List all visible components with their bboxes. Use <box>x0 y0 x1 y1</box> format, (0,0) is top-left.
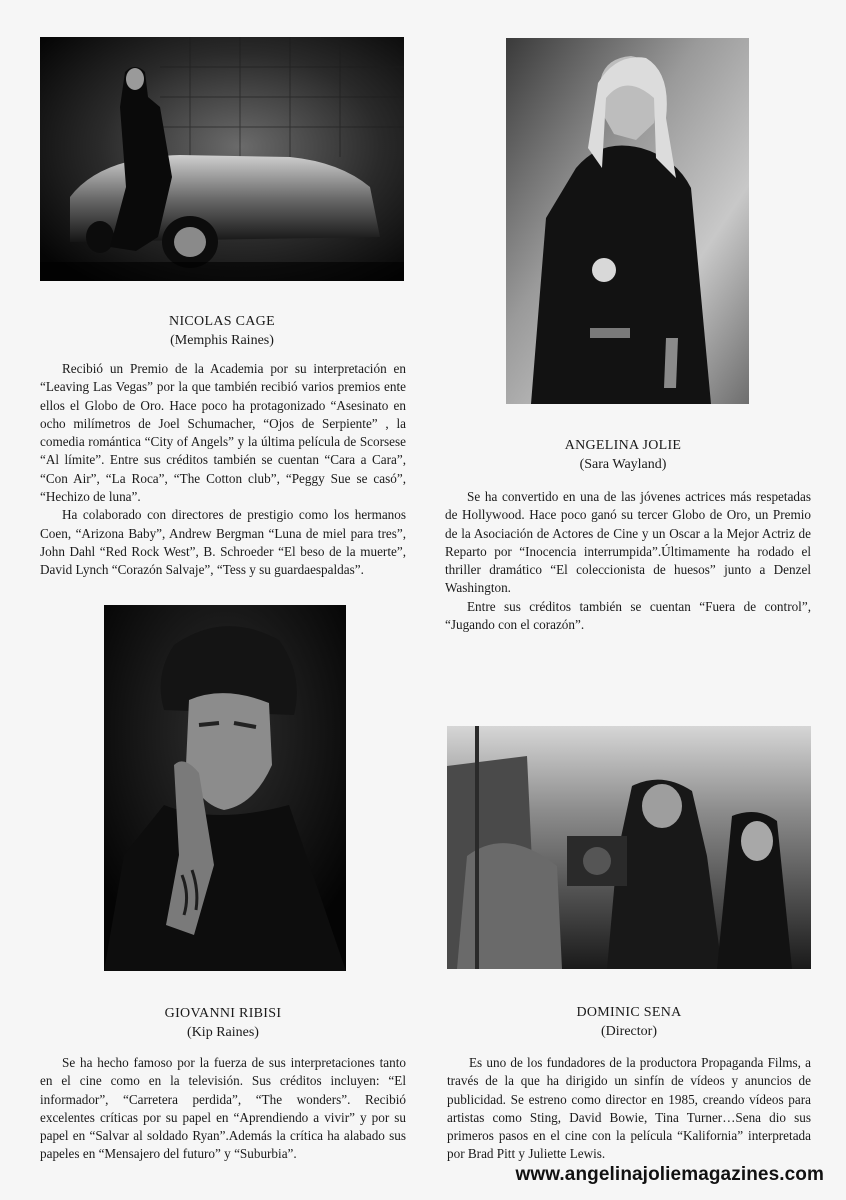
bio-paragraph: Entre sus créditos también se cuentan “Fuera de control”, “Jugando con el corazón”. <box>445 598 811 633</box>
giovanni-ribisi-photo <box>104 605 346 971</box>
angelina-jolie-photo <box>506 38 749 404</box>
actor-name: ANGELINA JOLIE <box>564 438 682 453</box>
website-watermark: www.angelinajoliemagazines.com <box>515 1164 824 1185</box>
bio-paragraph: Se ha hecho famoso por la fuerza de sus interpretaciones tanto en el cine como en la televisión. Sus créditos incluyen: “El informador”, “Carretera perdida”, “The wonders”. Recibió excelentes críticas por su papel en “Aprendiendo a vivir” y por su papel en “Salvar al soldado Ryan”.Además la crítica ha alabado sus papeles en “Mensajero del futuro” y “Suburbia”. <box>40 1055 406 1162</box>
dominic-sena-photo <box>447 726 811 969</box>
bio-paragraph: Ha colaborado con directores de prestigio como los hermanos Coen, “Arizona Baby”, Andrew Bergman “Luna de miel para tres”, John Dahl “Red Rock West”, B. Schroeder “El beso de la muerte”, David Lynch “Corazón Salvaje”, “Tess y su guardaespaldas”. <box>40 507 406 578</box>
dominic-sena-bio <box>447 1054 811 1164</box>
character-name: (Memphis Raines) <box>170 333 274 348</box>
character-name: (Sara Wayland) <box>579 457 667 472</box>
actor-name: NICOLAS CAGE <box>169 314 275 329</box>
dominic-sena-caption <box>447 1003 811 1041</box>
bio-paragraph: Es uno de los fundadores de la productora Propaganda Films, a través de la que ha dirigido un sinfín de vídeos y anuncios de publicidad. Se estreno como director en 1985, creando vídeos para artistas como Sting, David Bowie, Tina Turner…Sena dio sus primeros pasos en el cine con la película “Kalifornia” interpretada por Brad Pitt y Juliette Lewis. <box>447 1055 811 1162</box>
character-name: (Kip Raines) <box>187 1025 259 1040</box>
nicolas-cage-caption <box>40 312 404 350</box>
angelina-jolie-caption <box>440 436 806 474</box>
angelina-jolie-bio <box>445 488 811 634</box>
bio-paragraph: Se ha convertido en una de las jóvenes actrices más respetadas de Hollywood. Hace poco ganó su tercer Globo de Oro, un Premio de la Asociación de Actores de Cine y un Oscar a la Mejor Actriz de Reparto por “Inocencia interrumpida”.Últimamente ha rodado el thriller dramático “El coleccionista de huesos” junto a Denzel Washington. <box>445 489 811 596</box>
giovanni-ribisi-caption <box>40 1004 406 1042</box>
giovanni-ribisi-bio <box>40 1054 406 1164</box>
nicolas-cage-photo <box>40 37 404 281</box>
nicolas-cage-bio <box>40 360 406 580</box>
actor-name: GIOVANNI RIBISI <box>164 1006 282 1021</box>
director-name: DOMINIC SENA <box>576 1005 682 1020</box>
role-label: (Director) <box>601 1024 657 1039</box>
bio-paragraph: Recibió un Premio de la Academia por su interpretación en “Leaving Las Vegas” por la que también recibió varios premios ente ellos el Globo de Oro. Hace poco ha protagonizado “Asesinato en ocho milímetros de Joel Schumacher, “Ojos de Serpiente” , la comedia romántica “City of Angels” y la última película de Scorsese “Al límite”. Entre sus créditos también se cuentan “Cara a Cara”, “Con Air”, “La Roca”, “The Cotton club”, “Peggy Sue se casó”, “Hechizo de luna”. <box>40 361 406 505</box>
